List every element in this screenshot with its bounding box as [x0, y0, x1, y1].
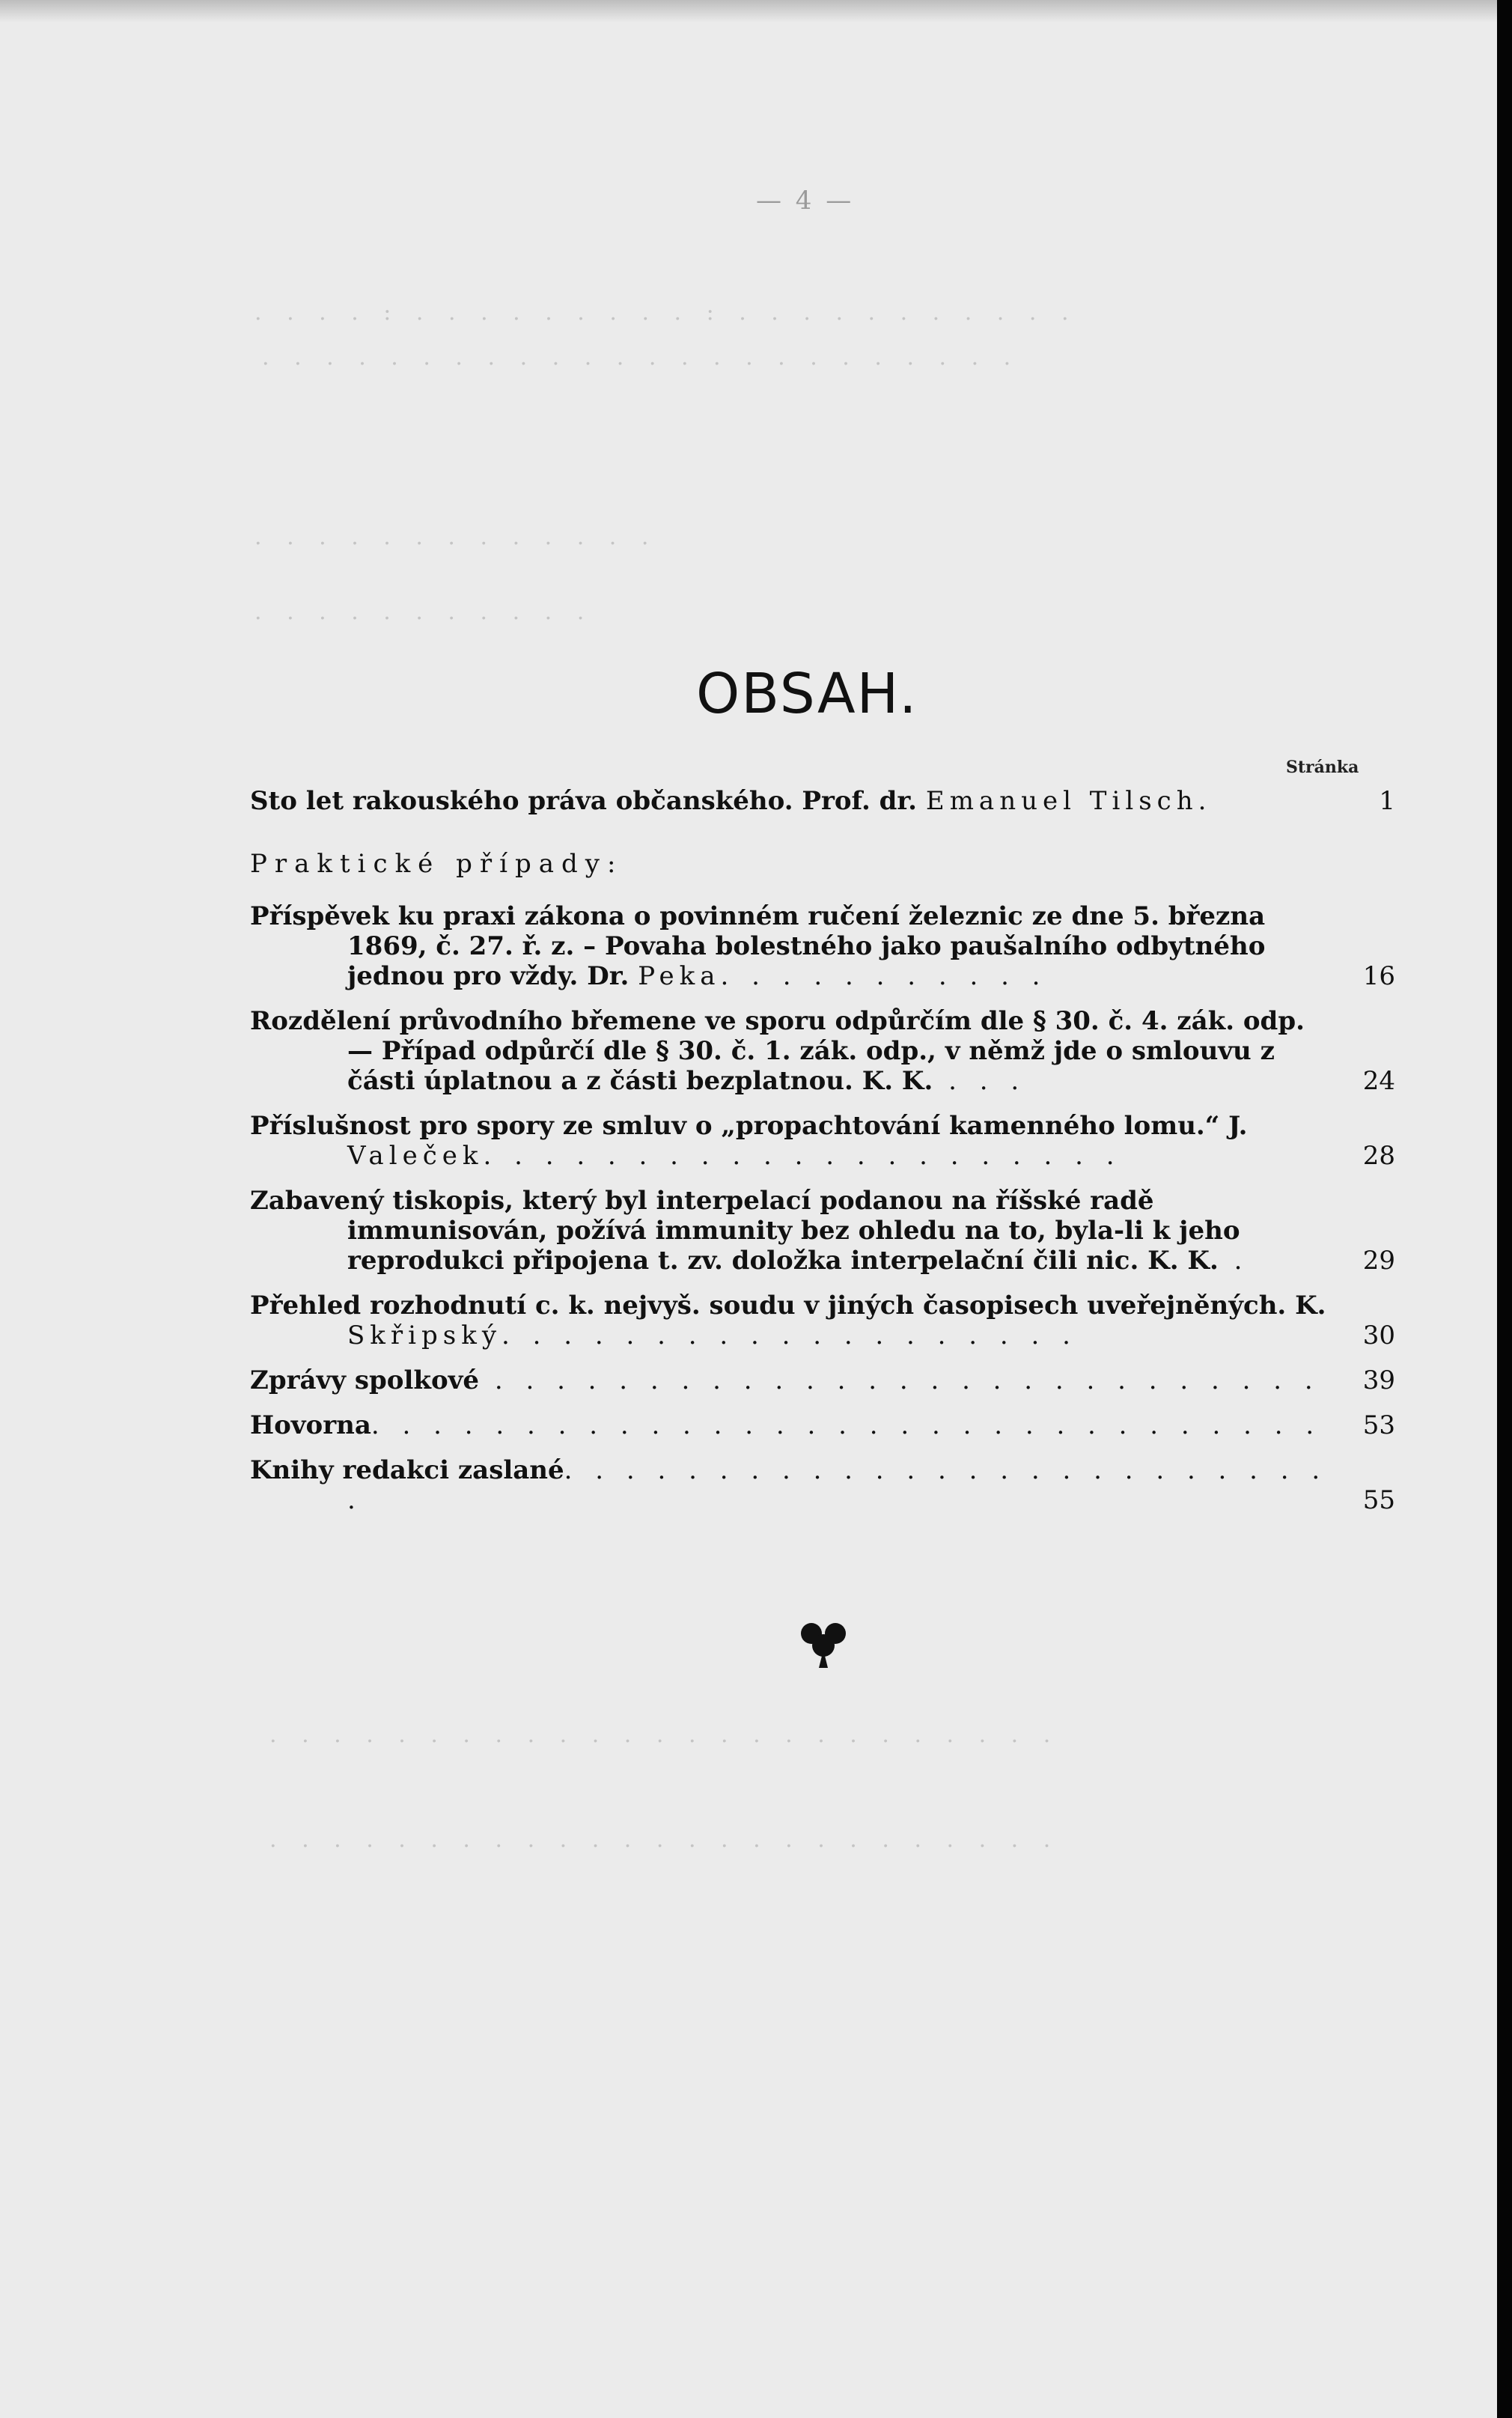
table-of-contents [250, 786, 1395, 1530]
section-heading: Praktické případy: [250, 849, 624, 879]
toc-entry-author: Emanuel Tilsch. [925, 786, 1212, 816]
leader-dots: . . . [933, 1066, 1027, 1096]
page-number: — 4 — [756, 186, 855, 216]
toc-entry-text: Sto let rakouského práva občanského. Prof. dr. Emanuel Tilsch. [250, 786, 1212, 816]
toc-entry [250, 786, 1395, 816]
leader-dots: . . . . . . . . . . . . . . . . . . . [502, 1321, 1078, 1350]
toc-entry [250, 901, 1395, 991]
bleed-through-text: . . . . . . . . . . . [254, 599, 594, 625]
leader-dots: . . . . . . . . . . . . . . . . . . . . . . . . . . . . . . . [371, 1410, 1322, 1440]
page-edge-shadow [0, 0, 1497, 22]
toc-entry-page: 29 [1362, 1246, 1395, 1276]
toc-entry-page: 53 [1362, 1410, 1395, 1440]
bleed-through-text: . . . . . . . . . . . . . . . . . . . . . . . . . [269, 1722, 1060, 1748]
toc-entry-page: 1 [1379, 786, 1395, 816]
toc-entry-text: Přehled rozhodnutí c. k. nejvyš. soudu v jiných časopisech uveřejněných. K. Skřipský. . . . . . . . . . . . . . . . . . . [250, 1291, 1326, 1350]
leader-dots: . . . . . . . . . . . . . . . . . . . . . [483, 1141, 1122, 1171]
toc-entry [250, 1186, 1395, 1276]
leader-dots: . . . . . . . . . . . . . . . . . . . . . . . . . . [347, 1455, 1328, 1515]
toc-entry-author: Skřipský [347, 1321, 502, 1350]
bleed-through-text: . . . . : . . . . . . . . . : . . . . . . . . . . . [254, 299, 1078, 326]
toc-entry [250, 1006, 1395, 1096]
toc-entry-page: 28 [1362, 1141, 1395, 1171]
bleed-through-text: . . . . . . . . . . . . . . . . . . . . . . . . . [269, 1827, 1060, 1853]
toc-entry [250, 1365, 1395, 1395]
leader-dots: . . . . . . . . . . . . . . . . . . . . . . . . . . . [479, 1365, 1320, 1395]
page-column-label: Stránka [1286, 758, 1359, 777]
toc-entry [250, 1111, 1395, 1171]
toc-entry-author: Peka [638, 961, 721, 991]
leader-dots: . . . . . . . . . . . [720, 961, 1048, 991]
toc-entry [250, 1455, 1395, 1515]
toc-entry-text: Zprávy spolkové . . . . . . . . . . . . . . . . . . . . . . . . . . . [250, 1365, 1320, 1395]
toc-entry-text: Rozdělení průvodního břemene ve sporu odpůrčím dle § 30. č. 4. zák. odp. — Případ odpůrčí dle § 30. č. 1. zák. odp., v němž jde o smlouvu z části úplatnou a z části bezplatnou. K. K. . . . [250, 1006, 1305, 1096]
toc-entry-text: Zabavený tiskopis, který byl interpelací podanou na říšské radě immunisován, požívá immunity bez ohledu na to, byla-li k jeho reprodukci připojena t. zv. doložka interpelační čili nic. K. K. . [250, 1186, 1250, 1276]
toc-entry-author: Valeček [347, 1141, 484, 1171]
leader-dots: . [1218, 1246, 1250, 1276]
toc-entry-page: 39 [1362, 1365, 1395, 1395]
toc-entry-text: Knihy redakci zaslané. . . . . . . . . . . . . . . . . . . . . . . . . . [250, 1455, 1328, 1515]
toc-entry-text: Hovorna. . . . . . . . . . . . . . . . . . . . . . . . . . . . . . . [250, 1410, 1322, 1440]
bleed-through-text: . . . . . . . . . . . . . [254, 524, 658, 550]
toc-entry-page: 55 [1362, 1485, 1395, 1515]
toc-entry-text: Příspěvek ku praxi zákona o povinném ručení železnic ze dne 5. března 1869, č. 27. ř. z. – Povaha bolestného jako paušalního odbytného jednou pro vždy. Dr. Peka. . . . . . . . . . . [250, 901, 1266, 991]
toc-entry-page: 24 [1362, 1066, 1395, 1096]
clover-ornament-icon [793, 1617, 853, 1669]
bleed-through-text: . . . . . . . . . . . . . . . . . . . . . . . . [262, 344, 1020, 371]
scan-border [1497, 0, 1512, 2418]
toc-entry [250, 1291, 1395, 1350]
toc-entry-text: Příslušnost pro spory ze smluv o „propachtování kamenného lomu.“ J. Valeček. . . . . . . . . . . . . . . . . . . . . [250, 1111, 1248, 1171]
toc-entry [250, 1410, 1395, 1440]
toc-entry-page: 30 [1362, 1321, 1395, 1350]
toc-entry-page: 16 [1362, 961, 1395, 991]
page-title: OBSAH. [696, 662, 918, 726]
